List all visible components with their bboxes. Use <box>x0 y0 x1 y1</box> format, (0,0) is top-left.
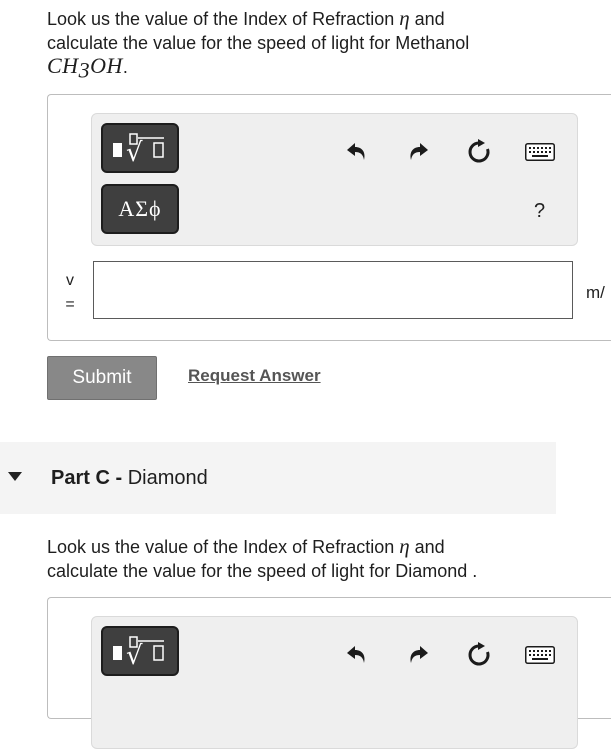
prompt-text: Look us the value of the Index of Refraction <box>47 9 400 29</box>
answer-box <box>47 94 611 341</box>
undo-button[interactable] <box>344 139 370 165</box>
redo-icon <box>406 644 430 666</box>
prompt-text: and <box>409 537 445 557</box>
keyboard-icon <box>525 646 555 664</box>
math-toolbar <box>91 616 578 749</box>
prompt-line-1 <box>47 6 469 31</box>
undo-button[interactable] <box>344 642 370 668</box>
redo-button[interactable] <box>405 642 431 668</box>
reset-button[interactable] <box>466 642 492 668</box>
templates-button[interactable] <box>101 626 179 676</box>
part-c-header[interactable] <box>0 442 556 514</box>
svg-text:√: √ <box>126 641 143 668</box>
equals-sign: = <box>65 296 75 313</box>
eta-symbol: η <box>399 534 410 558</box>
formula-subscript: 3 <box>78 57 91 83</box>
unit-label: m/ <box>586 283 605 302</box>
answer-input[interactable] <box>93 261 573 319</box>
eta-symbol: η <box>399 6 410 30</box>
prompt-line-1 <box>47 534 477 559</box>
part-c-title <box>51 467 208 490</box>
variable-name: v <box>66 272 74 289</box>
keyboard-button[interactable] <box>524 642 556 668</box>
formula <box>47 54 469 83</box>
templates-icon <box>108 131 172 165</box>
submit-button[interactable]: Submit <box>47 356 157 400</box>
greek-symbols-icon: ΑΣϕ <box>118 196 162 221</box>
reset-icon <box>466 139 492 165</box>
keyboard-icon <box>525 143 555 161</box>
formula-period: . <box>122 57 128 77</box>
templates-button[interactable] <box>101 123 179 173</box>
keyboard-button[interactable] <box>524 139 556 165</box>
prompt-text: and <box>409 9 445 29</box>
templates-icon <box>108 634 172 668</box>
answer-box-part-c <box>47 597 611 719</box>
undo-icon <box>345 644 369 666</box>
part-b-prompt <box>47 6 469 83</box>
greek-symbols-button[interactable] <box>101 184 179 234</box>
request-answer-link[interactable]: Request Answer <box>188 366 321 385</box>
redo-icon <box>406 141 430 163</box>
part-separator: - <box>109 467 128 489</box>
help-button[interactable] <box>534 200 545 223</box>
svg-text:√: √ <box>126 138 143 165</box>
reset-button[interactable] <box>466 139 492 165</box>
part-c-prompt <box>47 534 477 583</box>
collapse-caret-icon[interactable] <box>8 472 22 481</box>
help-icon: ? <box>534 200 546 222</box>
prompt-line-2: calculate the value for the speed of light for Methanol <box>47 33 470 53</box>
redo-button[interactable] <box>405 139 431 165</box>
reset-icon <box>466 642 492 668</box>
prompt-text: Look us the value of the Index of Refraction <box>47 537 400 557</box>
variable-label <box>60 269 80 317</box>
formula-part: CH <box>47 53 79 78</box>
undo-icon <box>345 141 369 163</box>
part-name: Diamond <box>127 467 208 489</box>
formula-part: OH <box>90 53 123 78</box>
math-toolbar <box>91 113 578 246</box>
part-label: Part C <box>51 467 110 489</box>
prompt-line-2: calculate the value for the speed of light for Diamond . <box>47 561 478 581</box>
